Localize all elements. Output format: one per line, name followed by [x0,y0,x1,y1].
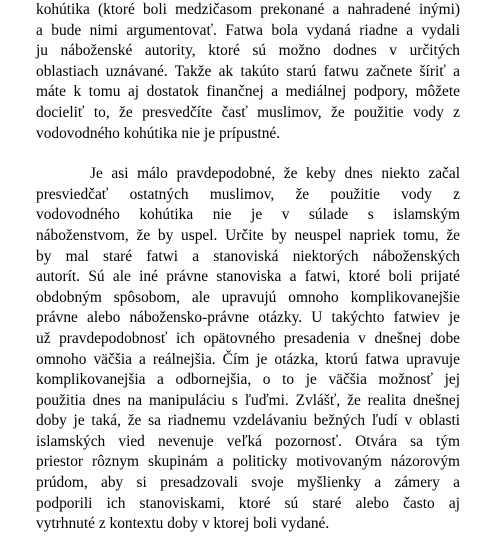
text-line: máte k tomu aj dostatok finančnej a mediálnej podpory, môžete [36,83,460,101]
paragraph-2 [36,164,460,535]
text-line: oblastiach uznávané. Takže ak takúto starú fatwu začnete šíriť a [36,62,460,80]
text-line: doby je taká, že sa riadnemu vzdelávaniu bežných ľudí v oblasti [36,412,460,430]
text-line: už pravdepodobnosť ich opätovného presadenia v dnešnej dobe [36,329,460,347]
text-line: presviedčať ostatných muslimov, že použitie vody z [36,185,460,203]
text-line: omnoho väčšia a reálnejšia. Čím je otázka, ktorú fatwa upravuje [36,350,460,368]
text-line: podporili ich stanoviskami, ktoré sú staré alebo často aj [36,494,460,512]
text-line: vodovodného kohútika nie je prípustné. [36,124,281,142]
text-line: Je asi málo pravdepodobné, že keby dnes niekto začal [90,165,460,183]
text-line: autorít. Sú ale iné právne stanoviska a fatwi, ktoré boli prijaté [36,268,460,286]
text-line: ju náboženské autority, ktoré sú možno dodnes v určitých [36,42,460,60]
text-line: docieliť to, že presvedčíte časť muslimov, že použitie vody z [36,103,460,121]
text-line: a bude nimi argumentovať. Fatwa bola vydaná riadne a vydali [36,21,460,39]
text-line: kohútika (ktoré boli medzičasom prekonané a nahradené inými) [36,1,460,18]
paragraph-1 [36,0,460,144]
text-line: prúdom, aby si presadzovali svoje myšlienky a zámery a [36,474,460,492]
text-line: použitia dnes na manipuláciu s ľuďmi. Zvlášť, že realita dnešnej [36,391,460,409]
text-line: obdobným spôsobom, ale upravujú omnoho komplikovanejšie [36,288,460,306]
text-line: komplikovanejšia a odbornejšia, o to je väčšia možnosť jej [36,371,460,389]
text-line: právne alebo nábožensko-právne otázky. U takýchto fatwiev je [36,309,460,327]
text-line: náboženstvom, že by uspel. Určite by neuspel napriek tomu, že [36,226,460,244]
document-page [36,0,460,535]
text-line: by mal staré fatwi a stanoviská niektorých náboženských [36,247,460,265]
text-line: islamských vied nevenuje veľká pozornosť. Otvára sa tým [36,432,460,450]
text-line: vodovodného kohútika nie je v súlade s islamským [36,206,460,224]
text-line: vytrhnuté z kontextu doby v ktorej boli vydané. [36,515,330,533]
text-line: priestor rôznym skupinám a politicky motivovaným názorovým [36,453,460,471]
